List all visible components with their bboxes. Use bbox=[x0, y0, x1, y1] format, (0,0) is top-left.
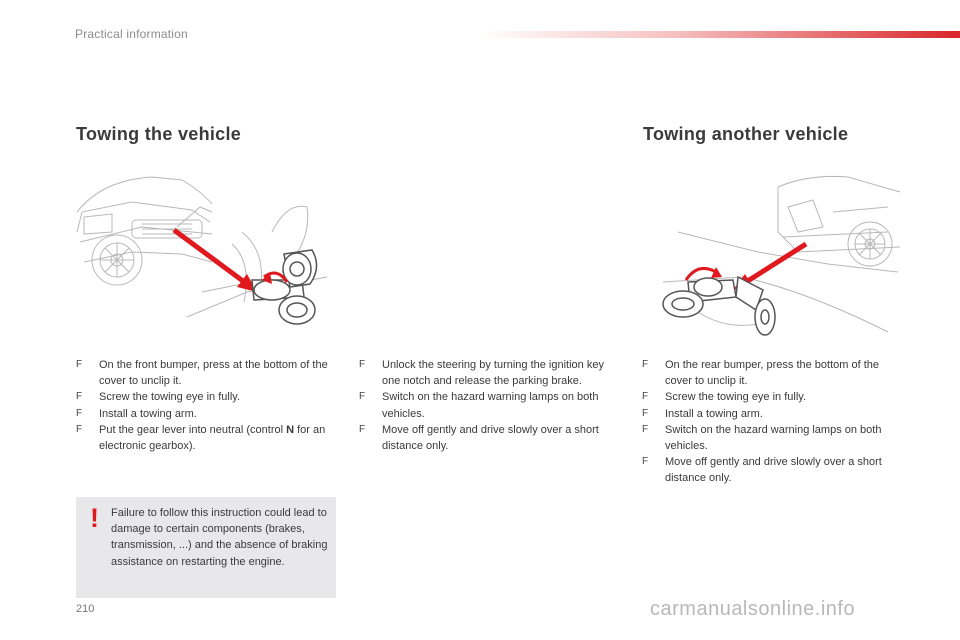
chapter-title: Practical information bbox=[75, 27, 188, 41]
bullet-icon: F bbox=[359, 391, 366, 403]
bullet-icon: F bbox=[76, 423, 83, 435]
bullet-icon: F bbox=[359, 423, 366, 435]
warning-box bbox=[76, 497, 336, 598]
list-item: F Move off gently and drive slowly over a short distance only. bbox=[642, 456, 882, 485]
list-item: F Screw the towing eye in fully. bbox=[642, 389, 892, 405]
bullet-icon: F bbox=[642, 359, 649, 370]
list-item: F Switch on the hazard warning lamps on both vehicles. bbox=[359, 391, 599, 420]
section-title-towing-another: Towing another vehicle bbox=[643, 124, 849, 144]
exclamation-warning-icon: ! bbox=[90, 503, 99, 533]
front-steps-continued-list bbox=[359, 357, 614, 454]
bullet-icon: F bbox=[76, 391, 83, 403]
list-item: F Move off gently and drive slowly over a short distance only. bbox=[359, 423, 599, 453]
list-item: F Put the gear lever into neutral (control N for an electronic gearbox). bbox=[76, 423, 326, 453]
bullet-icon: F bbox=[642, 456, 649, 468]
bullet-icon: F bbox=[642, 407, 649, 419]
list-item: F Install a towing arm. bbox=[76, 406, 341, 422]
rear-steps-list bbox=[642, 357, 892, 487]
bullet-icon: F bbox=[642, 423, 649, 435]
list-item: F Unlock the steering by turning the ignition key one notch and release the parking brake. bbox=[359, 359, 604, 388]
bullet-icon: F bbox=[642, 391, 649, 403]
warning-text: Failure to follow this instruction could lead to damage to certain components (brakes, transmission, ...) and the absence of braking assistance on restarting the engine. bbox=[111, 507, 328, 568]
list-item: F On the front bumper, press at the bottom of the cover to unclip it. bbox=[76, 359, 328, 388]
header-accent-bar bbox=[478, 31, 960, 38]
list-item: F Switch on the hazard warning lamps on both vehicles. bbox=[642, 423, 882, 453]
list-item: F Install a towing arm. bbox=[642, 406, 892, 422]
bullet-icon: F bbox=[76, 359, 83, 370]
car-rear-towing-eye-illustration bbox=[648, 172, 908, 342]
list-item: F Screw the towing eye in fully. bbox=[76, 389, 341, 405]
bullet-icon: F bbox=[76, 407, 83, 419]
list-item: F On the rear bumper, press the bottom of the cover to unclip it. bbox=[642, 359, 880, 388]
front-steps-list bbox=[76, 357, 341, 454]
bullet-icon: F bbox=[359, 359, 366, 370]
watermark-text: carmanualsonline.info bbox=[650, 598, 856, 620]
section-title-towing-vehicle: Towing the vehicle bbox=[76, 124, 242, 144]
car-front-towing-eye-illustration bbox=[72, 172, 342, 332]
page-number: 210 bbox=[76, 603, 95, 615]
